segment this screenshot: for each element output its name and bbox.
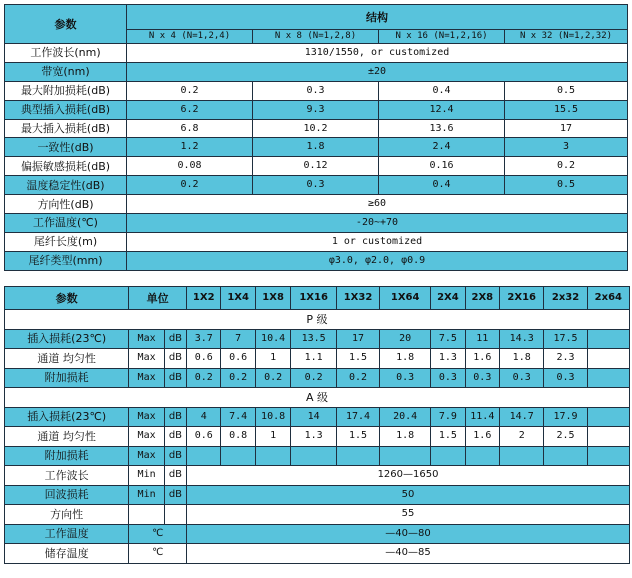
table-row (5, 368, 630, 388)
cell-value: 17 (505, 119, 628, 138)
cell-value: 1.6 (465, 427, 499, 447)
unit: dB (164, 485, 186, 505)
row-label: 方向性 (5, 505, 129, 525)
cell-value: 1.8 (500, 349, 544, 369)
cell-value: 0.3 (253, 81, 379, 100)
cell-value: 14.7 (500, 407, 544, 427)
row-label: 带宽(nm) (5, 62, 127, 81)
unit (164, 505, 186, 525)
row-label: 储存温度 (5, 544, 129, 564)
cell-value: 1.5 (431, 427, 465, 447)
column-header: 2x64 (587, 287, 629, 310)
row-label: 偏振敏感损耗(dB) (5, 157, 127, 176)
table-row (5, 119, 628, 138)
table-row (5, 251, 628, 270)
cell-value: 0.12 (253, 157, 379, 176)
grade-p-label: P 级 (5, 310, 630, 330)
table-row (5, 176, 628, 195)
cell-value: 17.4 (336, 407, 379, 427)
cell-value (587, 368, 629, 388)
config-header: N x 32 (N=1,2,32) (505, 30, 628, 44)
cell-value: 0.2 (291, 368, 337, 388)
row-label: 温度稳定性(dB) (5, 176, 127, 195)
table-row (5, 195, 628, 214)
cell-value: 0.6 (221, 349, 255, 369)
row-label: 附加损耗 (5, 446, 129, 466)
cell-value: 1 (255, 349, 291, 369)
cell-value: 6.8 (127, 119, 253, 138)
cell-value: 2.5 (544, 427, 587, 447)
table2-header-row (5, 287, 630, 310)
cell-value: 7 (221, 329, 255, 349)
cell-value: 2.3 (544, 349, 587, 369)
cell-value (255, 446, 291, 466)
row-span-value: ≥60 (127, 195, 628, 214)
cell-value: 0.4 (379, 176, 505, 195)
cell-value (544, 446, 587, 466)
unit: dB (164, 349, 186, 369)
cell-value: 0.2 (127, 176, 253, 195)
column-header: 2X4 (431, 287, 465, 310)
table-row (5, 446, 630, 466)
table-row (5, 232, 628, 251)
cell-value: 0.2 (255, 368, 291, 388)
cell-value: 6.2 (127, 100, 253, 119)
cell-value: 2.4 (379, 138, 505, 157)
row-span-value: -20~+70 (127, 214, 628, 233)
cell-value (431, 446, 465, 466)
cell-value (587, 427, 629, 447)
cell-value: 7.9 (431, 407, 465, 427)
cell-value: 0.2 (505, 157, 628, 176)
cell-value (221, 446, 255, 466)
grade-a-label: A 级 (5, 388, 630, 408)
cell-value: 1.1 (291, 349, 337, 369)
row-label: 工作温度(℃) (5, 214, 127, 233)
qualifier: Min (129, 485, 165, 505)
row-label: 最大附加损耗(dB) (5, 81, 127, 100)
cell-value: 0.2 (187, 368, 221, 388)
cell-value: 0.16 (379, 157, 505, 176)
row-label: 通道 均匀性 (5, 427, 129, 447)
cell-value: 0.6 (187, 349, 221, 369)
cell-value: 1.8 (380, 349, 431, 369)
qualifier (129, 505, 165, 525)
cell-value: 1 (255, 427, 291, 447)
cell-value (465, 446, 499, 466)
qualifier: Max (129, 368, 165, 388)
cell-value: 9.3 (253, 100, 379, 119)
cell-value: 13.6 (379, 119, 505, 138)
cell-value (291, 446, 337, 466)
qualifier: Max (129, 427, 165, 447)
row-label: 工作波长 (5, 466, 129, 486)
grade-row-p (5, 310, 630, 330)
cell-value: 0.2 (336, 368, 379, 388)
unit: dB (164, 407, 186, 427)
cell-value (587, 329, 629, 349)
row-span-value: 1260—1650 (187, 466, 630, 486)
cell-value: 1.5 (336, 427, 379, 447)
cell-value: 10.4 (255, 329, 291, 349)
param-header: 参数 (5, 5, 127, 44)
table-row (5, 427, 630, 447)
cell-value: 7.4 (221, 407, 255, 427)
cell-value: 0.3 (253, 176, 379, 195)
cell-value: 0.08 (127, 157, 253, 176)
cell-value: 1.5 (336, 349, 379, 369)
table-row (5, 329, 630, 349)
cell-value: 0.3 (465, 368, 499, 388)
cell-value (500, 446, 544, 466)
cell-value (380, 446, 431, 466)
column-header: 1X8 (255, 287, 291, 310)
cell-value: 4 (187, 407, 221, 427)
row-span-value: 55 (187, 505, 630, 525)
table-row (5, 157, 628, 176)
column-header: 2X16 (500, 287, 544, 310)
cell-value (587, 407, 629, 427)
column-header: 1X4 (221, 287, 255, 310)
cell-value: 11.4 (465, 407, 499, 427)
unit: dB (164, 446, 186, 466)
unit-header: 单位 (129, 287, 187, 310)
column-header: 1X2 (187, 287, 221, 310)
grade-row-a (5, 388, 630, 408)
cell-value: 1.8 (380, 427, 431, 447)
cell-value: 15.5 (505, 100, 628, 119)
row-label: 一致性(dB) (5, 138, 127, 157)
cell-value: 0.8 (221, 427, 255, 447)
table-row (5, 544, 630, 564)
unit: ℃ (129, 524, 187, 544)
cell-value: 0.6 (187, 427, 221, 447)
row-label: 通道 均匀性 (5, 349, 129, 369)
row-label: 插入损耗(23℃) (5, 407, 129, 427)
row-label: 插入损耗(23℃) (5, 329, 129, 349)
cell-value: 7.5 (431, 329, 465, 349)
cell-value: 0.3 (544, 368, 587, 388)
cell-value: 2 (500, 427, 544, 447)
row-label: 方向性(dB) (5, 195, 127, 214)
cell-value: 1.6 (465, 349, 499, 369)
cell-value: 14.3 (500, 329, 544, 349)
table-row (5, 138, 628, 157)
qualifier: Max (129, 446, 165, 466)
cell-value: 0.3 (431, 368, 465, 388)
cell-value: 13.5 (291, 329, 337, 349)
cell-value: 14 (291, 407, 337, 427)
row-span-value: —40—80 (187, 524, 630, 544)
config-header: N x 16 (N=1,2,16) (379, 30, 505, 44)
qualifier: Max (129, 329, 165, 349)
cell-value: 0.5 (505, 81, 628, 100)
cell-value: 0.2 (127, 81, 253, 100)
cell-value: 0.5 (505, 176, 628, 195)
qualifier: Max (129, 407, 165, 427)
cell-value: 0.3 (380, 368, 431, 388)
qualifier: Max (129, 349, 165, 369)
cell-value: 0.2 (221, 368, 255, 388)
cell-value: 20.4 (380, 407, 431, 427)
cell-value: 11 (465, 329, 499, 349)
row-label: 尾纤长度(m) (5, 232, 127, 251)
cell-value: 0.3 (500, 368, 544, 388)
row-span-value: 1 or customized (127, 232, 628, 251)
column-header: 1X32 (336, 287, 379, 310)
config-header: N x 8 (N=1,2,8) (253, 30, 379, 44)
struct-header: 结构 (127, 5, 628, 30)
table-row (5, 349, 630, 369)
cell-value (587, 349, 629, 369)
table-row (5, 524, 630, 544)
cell-value: 17.9 (544, 407, 587, 427)
qualifier: Min (129, 466, 165, 486)
unit: ℃ (129, 544, 187, 564)
row-span-value: 1310/1550, or customized (127, 44, 628, 63)
column-header: 1X16 (291, 287, 337, 310)
row-label: 尾纤类型(mm) (5, 251, 127, 270)
cell-value: 3.7 (187, 329, 221, 349)
cell-value: 17.5 (544, 329, 587, 349)
row-label: 最大插入损耗(dB) (5, 119, 127, 138)
column-header: 1X64 (380, 287, 431, 310)
row-label: 回波损耗 (5, 485, 129, 505)
param-header: 参数 (5, 287, 129, 310)
table-row (5, 505, 630, 525)
table-row (5, 407, 630, 427)
unit: dB (164, 329, 186, 349)
table-row (5, 62, 628, 81)
table-row (5, 466, 630, 486)
table-row (5, 214, 628, 233)
config-header: N x 4 (N=1,2,4) (127, 30, 253, 44)
cell-value (187, 446, 221, 466)
column-header: 2x32 (544, 287, 587, 310)
cell-value: 12.4 (379, 100, 505, 119)
table-row (5, 485, 630, 505)
unit: dB (164, 368, 186, 388)
cell-value: 1.3 (291, 427, 337, 447)
cell-value: 1.2 (127, 138, 253, 157)
row-label: 工作波长(nm) (5, 44, 127, 63)
cell-value: 1.3 (431, 349, 465, 369)
row-span-value: —40—85 (187, 544, 630, 564)
row-span-value: 50 (187, 485, 630, 505)
row-span-value: φ3.0, φ2.0, φ0.9 (127, 251, 628, 270)
row-span-value: ±20 (127, 62, 628, 81)
table-row (5, 81, 628, 100)
cell-value (587, 446, 629, 466)
table1-header-row (5, 5, 628, 30)
row-label: 附加损耗 (5, 368, 129, 388)
cell-value (336, 446, 379, 466)
column-header: 2X8 (465, 287, 499, 310)
cell-value: 0.4 (379, 81, 505, 100)
cell-value: 20 (380, 329, 431, 349)
row-label: 典型插入损耗(dB) (5, 100, 127, 119)
cell-value: 10.2 (253, 119, 379, 138)
cell-value: 17 (336, 329, 379, 349)
cell-value: 3 (505, 138, 628, 157)
unit: dB (164, 427, 186, 447)
splitter-spec-table (4, 4, 628, 271)
cell-value: 1.8 (253, 138, 379, 157)
cell-value: 10.8 (255, 407, 291, 427)
table-row (5, 100, 628, 119)
grade-spec-table (4, 286, 630, 564)
table-row (5, 44, 628, 63)
row-label: 工作温度 (5, 524, 129, 544)
unit: dB (164, 466, 186, 486)
